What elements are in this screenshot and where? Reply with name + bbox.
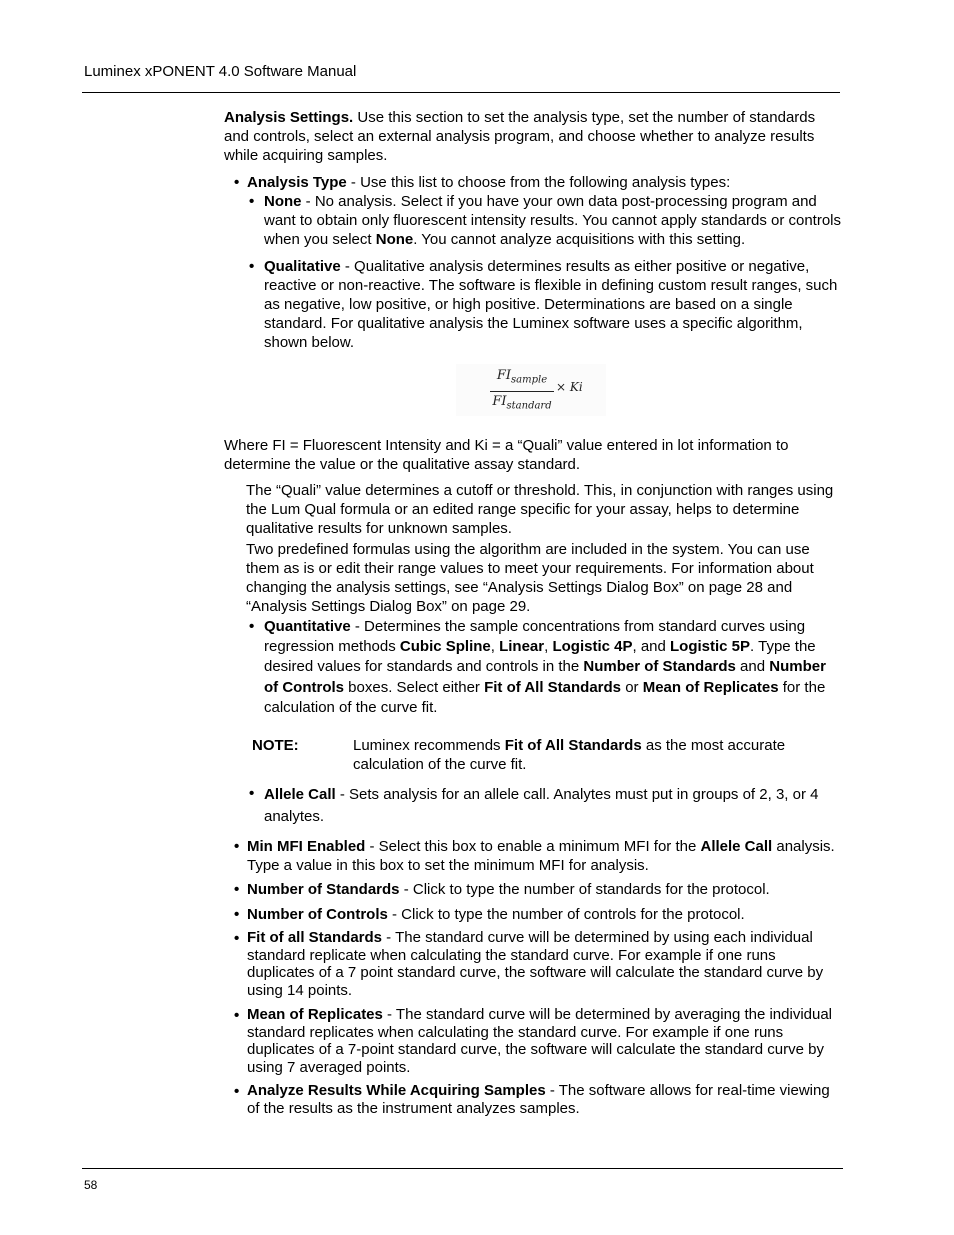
- none-term: None: [264, 193, 302, 210]
- bullet-icon: •: [234, 1083, 240, 1100]
- page-number: 58: [84, 1178, 98, 1192]
- bullet-icon: •: [249, 785, 255, 802]
- allele-call-item: Allele Call - Sets analysis for an allele call. Analytes must put in groups of 2, 3, or 4 analytes.: [264, 786, 819, 825]
- running-header: Luminex xPONENT 4.0 Software Manual: [84, 63, 357, 80]
- min-mfi-term: Min MFI Enabled: [247, 838, 366, 855]
- bullet-icon: •: [234, 838, 240, 855]
- formulas-paragraph: Two predefined formulas using the algorithm are included in the system. You can use them as is or edit their range values to meet your requirements. For information about changing the analysis settings, see “Analysis Settings Dialog Box” on page 28 and “Analysis Settings Dialog Box” on page 29.: [246, 541, 814, 615]
- quantitative-term: Quantitative: [264, 618, 351, 635]
- header-rule: [82, 92, 840, 93]
- analysis-type-item: [247, 173, 847, 192]
- formula-fraction: [490, 368, 554, 414]
- analysis-type-text: - Use this list to choose from the following analysis types:: [346, 174, 731, 191]
- where-paragraph: Where FI = Fluorescent Intensity and Ki = a “Quali” value entered in lot information to determine the value or the qualitative assay standard.: [224, 437, 789, 473]
- number-of-standards-item: Number of Standards - Click to type the number of standards for the protocol.: [247, 881, 770, 898]
- fraction-bar: [490, 391, 554, 392]
- qualitative-item: [264, 257, 842, 352]
- intro-heading: Analysis Settings.: [224, 109, 354, 126]
- analyze-results-item: Analyze Results While Acquiring Samples - The software allows for real-time viewing of the results as the instrument analyzes samples.: [247, 1082, 830, 1117]
- none-term-inline: None: [375, 231, 414, 248]
- fit-all-standards-term: Fit of all Standards: [247, 929, 383, 946]
- bullet-icon: •: [234, 881, 240, 898]
- bullet-icon: •: [249, 618, 255, 635]
- number-of-standards-term: Number of Standards: [247, 881, 400, 898]
- intro-paragraph: [224, 108, 840, 165]
- analysis-type-term: Analysis Type: [247, 174, 347, 191]
- bullet-icon: •: [249, 193, 255, 210]
- quali-paragraph: The “Quali” value determines a cutoff or threshold. This, in conjunction with ranges using the Lum Qual formula or an edited range specific for your assay, helps to determine qualitative results for unknown samples.: [246, 482, 834, 537]
- note-label: NOTE:: [252, 737, 299, 754]
- qualitative-formula: [456, 364, 606, 416]
- intro-text: Use this section to set the analysis type, set the number of standards and controls, select an external analysis program, and choose whether to analyze results while acquiring samples.: [224, 109, 816, 164]
- bullet-icon: •: [234, 174, 240, 191]
- bullet-icon: •: [234, 1007, 240, 1024]
- fit-all-standards-item: Fit of all Standards - The standard curve will be determined by using each individual standard replicate when calculating the standard curve. For example if one runs duplicates of a 7 point standard curve, the software will calculate the standard curve by using 14 points.: [247, 929, 824, 999]
- mean-of-replicates-item: Mean of Replicates - The standard curve will be determined by averaging the individual standard replicates when calculating the standard curve. For example if one runs duplicates of a 7-point standard curve, the software will calculate the standard curve by using 7 averaged points.: [247, 1006, 833, 1076]
- quantitative-item: Quantitative - Determines the sample concentrations from standard curves using regression methods Cubic Spline, Linear, Logistic 4P, and Logistic 5P. Type the desired values for standards and controls in the Number of Standards and Number of Controls boxes. Select either Fit of All Standards or Mean of Replicates for the calculation of the curve fit.: [264, 618, 826, 716]
- none-text: - No analysis. Select if you have your own data post-processing program and want to obtain only fluorescent intensity results. You cannot apply standards or controls when you select: [264, 193, 842, 248]
- mean-of-replicates-term: Mean of Replicates: [247, 1006, 383, 1023]
- none-text-end: . You cannot analyze acquisitions with this setting.: [413, 231, 746, 248]
- min-mfi-item: Min MFI Enabled - Select this box to enable a minimum MFI for the Allele Call analysis. Type a value in this box to set the minimum MFI for analysis.: [247, 838, 835, 874]
- footer-rule: [82, 1168, 843, 1169]
- allele-call-term: Allele Call: [264, 786, 336, 803]
- none-item: [264, 192, 842, 249]
- number-of-controls-term: Number of Controls: [247, 906, 388, 923]
- bullet-icon: •: [234, 906, 240, 923]
- formula-denominator: $FI_{standard}$: [492, 393, 552, 412]
- formula-numerator: $FI_{sample}$: [496, 368, 548, 386]
- note-text: Luminex recommends Fit of All Standards as the most accurate calculation of the curve fit.: [353, 737, 786, 773]
- bullet-icon: •: [234, 930, 240, 947]
- number-of-controls-item: Number of Controls - Click to type the number of controls for the protocol.: [247, 906, 745, 923]
- bullet-icon: •: [249, 258, 255, 275]
- qualitative-text: - Qualitative analysis determines results as either positive or negative, reactive or non-reactive. The software is flexible in defining custom result ranges, such as negative, low positive, or high positive. Determinations are based on a single standard. For qualitative analysis the Luminex software uses a specific algorithm, shown below.: [264, 258, 838, 351]
- qualitative-term: Qualitative: [264, 258, 341, 275]
- analyze-results-term: Analyze Results While Acquiring Samples: [247, 1082, 546, 1099]
- formula-multiplier: × Ki: [556, 380, 583, 394]
